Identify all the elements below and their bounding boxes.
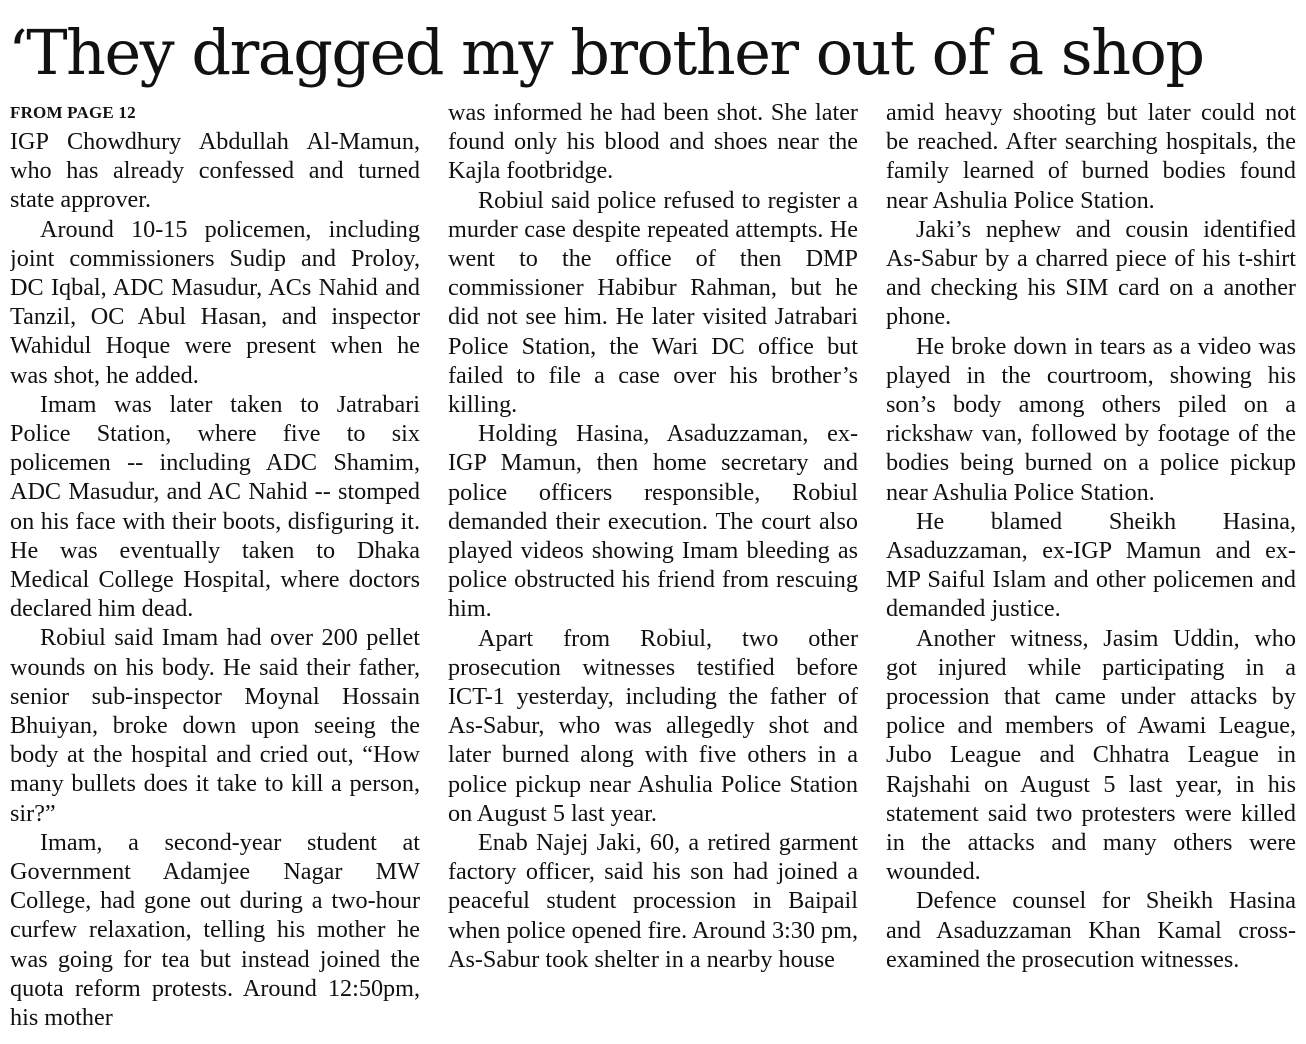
paragraph: Around 10-15 policemen, including joint commissioners Sudip and Proloy, DC Iqbal, ADC Masudur, ACs Nahid and Tanzil, OC Abul Hasan, and inspector Wahidul Hoque were present when he was shot, he added. [10,215,420,389]
paragraph: Robiul said police refused to register a murder case despite repeated attempts. He went to the office of then DMP commissioner Habibur Rahman, but he did not see him. He later visited Jatrabari Police Station, the Wari DC office but failed to file a case over his brother’s killing. [448,186,858,419]
article-column-2 [448,98,858,1038]
paragraph: was informed he had been shot. She later found only his blood and shoes near the Kajla footbridge. [448,99,858,185]
paragraph: Imam was later taken to Jatrabari Police Station, where five to six policemen -- including ADC Shamim, ADC Masudur, and AC Nahid -- stomped on his face with their boots, disfiguring it. He was eventually taken to Dhaka Medical College Hospital, where doctors declared him dead. [10,390,420,623]
paragraph: Jaki’s nephew and cousin identified As-Sabur by a charred piece of his t-shirt and checking his SIM card on a another phone. [886,215,1296,331]
paragraph: Another witness, Jasim Uddin, who got injured while participating in a procession that came under attacks by police and members of Awami League, Jubo League and Chhatra League in Rajshahi on August 5 last year, in his statement said two protesters were killed in the attacks and many others were wounded. [886,624,1296,886]
paragraph: Holding Hasina, Asaduzzaman, ex-IGP Mamun, then home secretary and police officers responsible, Robiul demanded their execution. The court also played videos showing Imam bleeding as police obstructed his friend from rescuing him. [448,420,858,623]
paragraph: IGP Chowdhury Abdullah Al-Mamun, who has already confessed and turned state approver. [10,128,420,214]
paragraph: Enab Najej Jaki, 60, a retired garment factory officer, said his son had joined a peaceful student procession in Baipail when police opened fire. Around 3:30 pm, As-Sabur took shelter in a nearby house [448,829,858,973]
paragraph: He broke down in tears as a video was played in the courtroom, showing his son’s body among others piled on a rickshaw van, followed by footage of the bodies being burned on a police pickup near Ashulia Police Station. [886,332,1296,506]
paragraph: Imam, a second-year student at Government Adamjee Nagar MW College, had gone out during a two-hour curfew relaxation, telling his mother he was going for tea but instead joined the quota reform protests. Around 12:50pm, his mother [10,828,420,1032]
article-column-1 [10,98,420,1038]
paragraph: Apart from Robiul, two other prosecution witnesses testified before ICT-1 yesterday, including the father of As-Sabur, who was allegedly shot and later burned along with five others in a police pickup near Ashulia Police Station on August 5 last year. [448,624,858,827]
paragraph: amid heavy shooting but later could not be reached. After searching hospitals, the family learned of burned bodies found near Ashulia Police Station. [886,99,1296,214]
paragraph: Robiul said Imam had over 200 pellet wounds on his body. He said their father, senior sub-inspector Moynal Hossain Bhuiyan, broke down upon seeing the body at the hospital and cried out, “How many bullets does it take to kill a person, sir?” [10,624,420,827]
dateline: FROM PAGE 12 [10,103,136,122]
paragraph: He blamed Sheikh Hasina, Asaduzzaman, ex-IGP Mamun and ex-MP Saiful Islam and other policemen and demanded justice. [886,507,1296,623]
article-headline: ‘They dragged my brother out of a shop [8,16,1204,89]
article-column-3 [886,98,1296,1038]
paragraph: Defence counsel for Sheikh Hasina and Asaduzzaman Khan Kamal cross-examined the prosecution witnesses. [886,887,1296,973]
